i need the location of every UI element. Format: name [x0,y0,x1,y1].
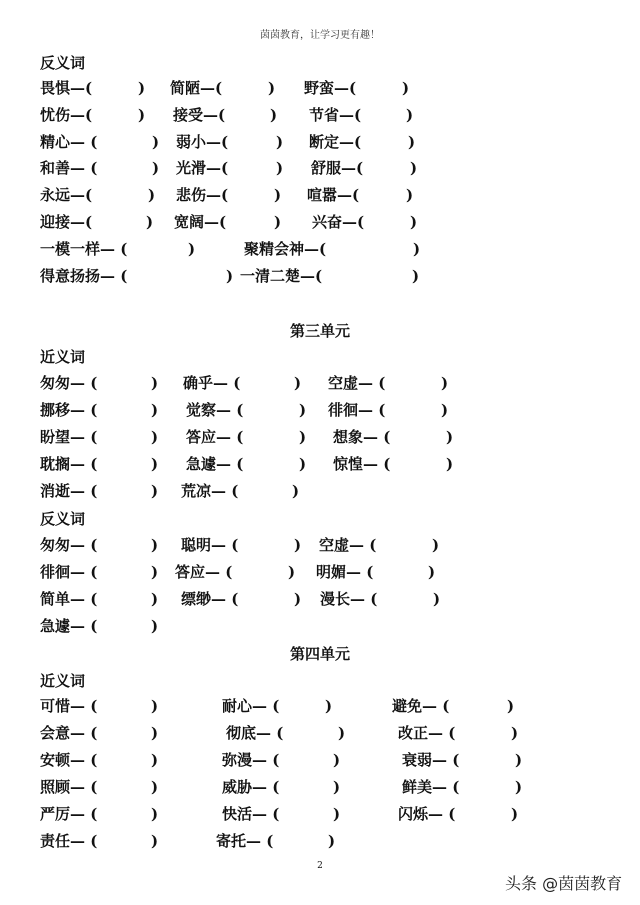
answer-blank-close: ) [299,401,307,419]
answer-blank-close: ) [507,697,515,715]
answer-blank-close: ) [268,79,276,97]
word-prompt: 舒服—( [311,159,364,177]
exercise-row [0,750,640,774]
word-prompt: 徘徊— ( [328,401,386,419]
answer-blank-close: ) [511,724,519,742]
word-prompt: 答应— ( [175,563,233,581]
answer-blank-close: ) [446,428,454,446]
exercise-row [0,400,640,424]
answer-blank-close: ) [148,186,156,204]
answer-blank-close: ) [410,159,418,177]
answer-blank-close: ) [333,778,341,796]
word-prompt: 匆匆— ( [40,374,98,392]
answer-blank-close: ) [152,133,160,151]
word-prompt: 漫长— ( [320,590,378,608]
word-prompt: 野蛮—( [304,79,357,97]
word-prompt: 耐心— ( [222,697,280,715]
word-prompt: 威胁— ( [222,778,280,796]
section-label: 反义词 [40,54,86,72]
answer-blank-close: ) [328,832,336,850]
answer-blank-close: ) [428,563,436,581]
answer-blank-close: ) [138,79,146,97]
answer-blank-close: ) [274,213,282,231]
word-prompt: 匆匆— ( [40,536,98,554]
answer-blank-close: ) [151,563,159,581]
word-prompt: 荒凉— ( [181,482,239,500]
answer-blank-close: ) [151,455,159,473]
answer-blank-close: ) [294,374,302,392]
answer-blank-close: ) [333,751,341,769]
word-prompt: 忧伤—( [40,106,93,124]
exercise-row [0,427,640,451]
word-prompt: 确乎— ( [183,374,241,392]
word-prompt: 光滑—( [176,159,229,177]
word-prompt: 空虚— ( [328,374,386,392]
answer-blank-close: ) [151,805,159,823]
answer-blank-close: ) [151,374,159,392]
word-prompt: 挪移— ( [40,401,98,419]
exercise-row [0,562,640,586]
exercise-row [0,804,640,828]
word-prompt: 聚精会神—( [244,240,327,258]
answer-blank-close: ) [152,159,160,177]
answer-blank-close: ) [402,79,410,97]
answer-blank-close: ) [151,697,159,715]
word-prompt: 精心— ( [40,133,98,151]
answer-blank-close: ) [151,536,159,554]
exercise-row [0,132,640,156]
exercise-row [0,696,640,720]
exercise-row [0,185,640,209]
answer-blank-close: ) [515,751,523,769]
answer-blank-close: ) [151,617,159,635]
word-prompt: 喧嚣—( [307,186,360,204]
answer-blank-close: ) [138,106,146,124]
word-prompt: 断定—( [309,133,362,151]
exercise-row [0,589,640,613]
answer-blank-close: ) [511,805,519,823]
answer-blank-close: ) [433,590,441,608]
word-prompt: 明媚— ( [316,563,374,581]
answer-blank-close: ) [151,590,159,608]
word-prompt: 悲伤—( [176,186,229,204]
answer-blank-close: ) [151,832,159,850]
word-prompt: 闪烁— ( [398,805,456,823]
section-label: 反义词 [40,510,86,528]
word-prompt: 弥漫— ( [222,751,280,769]
word-prompt: 徘徊— ( [40,563,98,581]
answer-blank-close: ) [151,428,159,446]
word-prompt: 聪明— ( [181,536,239,554]
word-prompt: 快活— ( [222,805,280,823]
word-prompt: 一清二楚—( [240,267,323,285]
exercise-row [0,481,640,505]
answer-blank-close: ) [151,778,159,796]
word-prompt: 会意— ( [40,724,98,742]
section-label: 近义词 [40,348,86,366]
word-prompt: 兴奋—( [312,213,365,231]
word-prompt: 宽阔—( [174,213,227,231]
word-prompt: 畏惧—( [40,79,93,97]
word-prompt: 迎接—( [40,213,93,231]
exercise-row [0,266,640,290]
word-prompt: 得意扬扬— ( [40,267,128,285]
exercise-row [0,158,640,182]
answer-blank-close: ) [276,159,284,177]
word-prompt: 缥缈— ( [181,590,239,608]
word-prompt: 改正— ( [398,724,456,742]
answer-blank-close: ) [325,697,333,715]
word-prompt: 空虚— ( [319,536,377,554]
word-prompt: 耽搁— ( [40,455,98,473]
word-prompt: 盼望— ( [40,428,98,446]
answer-blank-close: ) [294,536,302,554]
word-prompt: 觉察— ( [186,401,244,419]
answer-blank-close: ) [292,482,300,500]
exercise-row [0,105,640,129]
word-prompt: 责任— ( [40,832,98,850]
answer-blank-close: ) [146,213,154,231]
answer-blank-close: ) [151,751,159,769]
answer-blank-close: ) [151,482,159,500]
exercise-row [0,212,640,236]
word-prompt: 照顾— ( [40,778,98,796]
answer-blank-close: ) [270,106,278,124]
answer-blank-close: ) [333,805,341,823]
answer-blank-close: ) [432,536,440,554]
exercise-row [0,239,640,263]
answer-blank-close: ) [288,563,296,581]
answer-blank-close: ) [446,455,454,473]
word-prompt: 安顿— ( [40,751,98,769]
word-prompt: 接受—( [173,106,226,124]
exercise-row [0,535,640,559]
exercise-row [0,616,640,640]
exercise-row [0,831,640,855]
word-prompt: 彻底— ( [226,724,284,742]
exercise-row [0,723,640,747]
word-prompt: 一模一样— ( [40,240,128,258]
word-prompt: 严厉— ( [40,805,98,823]
page-header: 茵茵教育，让学习更有趣！ [260,30,380,41]
word-prompt: 和善— ( [40,159,98,177]
answer-blank-close: ) [151,724,159,742]
word-prompt: 消逝— ( [40,482,98,500]
word-prompt: 节省—( [309,106,362,124]
exercise-row [0,777,640,801]
word-prompt: 可惜— ( [40,697,98,715]
answer-blank-close: ) [299,455,307,473]
answer-blank-close: ) [441,374,449,392]
answer-blank-close: ) [226,267,234,285]
word-prompt: 寄托— ( [216,832,274,850]
answer-blank-close: ) [188,240,196,258]
exercise-row [0,78,640,102]
answer-blank-close: ) [276,133,284,151]
answer-blank-close: ) [410,213,418,231]
word-prompt: 永远—( [40,186,93,204]
answer-blank-close: ) [299,428,307,446]
word-prompt: 鲜美— ( [402,778,460,796]
answer-blank-close: ) [151,401,159,419]
word-prompt: 弱小—( [176,133,229,151]
answer-blank-close: ) [274,186,282,204]
word-prompt: 急遽— ( [40,617,98,635]
answer-blank-close: ) [294,590,302,608]
word-prompt: 急遽— ( [186,455,244,473]
answer-blank-close: ) [338,724,346,742]
unit-title: 第三单元 [289,322,350,340]
unit-title: 第四单元 [289,645,350,663]
exercise-row [0,373,640,397]
answer-blank-close: ) [408,133,416,151]
word-prompt: 简单— ( [40,590,98,608]
word-prompt: 答应— ( [186,428,244,446]
answer-blank-close: ) [441,401,449,419]
word-prompt: 想象— ( [333,428,391,446]
word-prompt: 惊惶— ( [333,455,391,473]
section-label: 近义词 [40,672,86,690]
answer-blank-close: ) [406,186,414,204]
answer-blank-close: ) [515,778,523,796]
answer-blank-close: ) [413,240,421,258]
page-number: 2 [317,861,323,871]
answer-blank-close: ) [406,106,414,124]
watermark: 头条 @茵茵教育 [505,874,623,893]
exercise-row [0,454,640,478]
word-prompt: 衰弱— ( [402,751,460,769]
word-prompt: 避免— ( [392,697,450,715]
answer-blank-close: ) [412,267,420,285]
word-prompt: 简陋—( [170,79,223,97]
